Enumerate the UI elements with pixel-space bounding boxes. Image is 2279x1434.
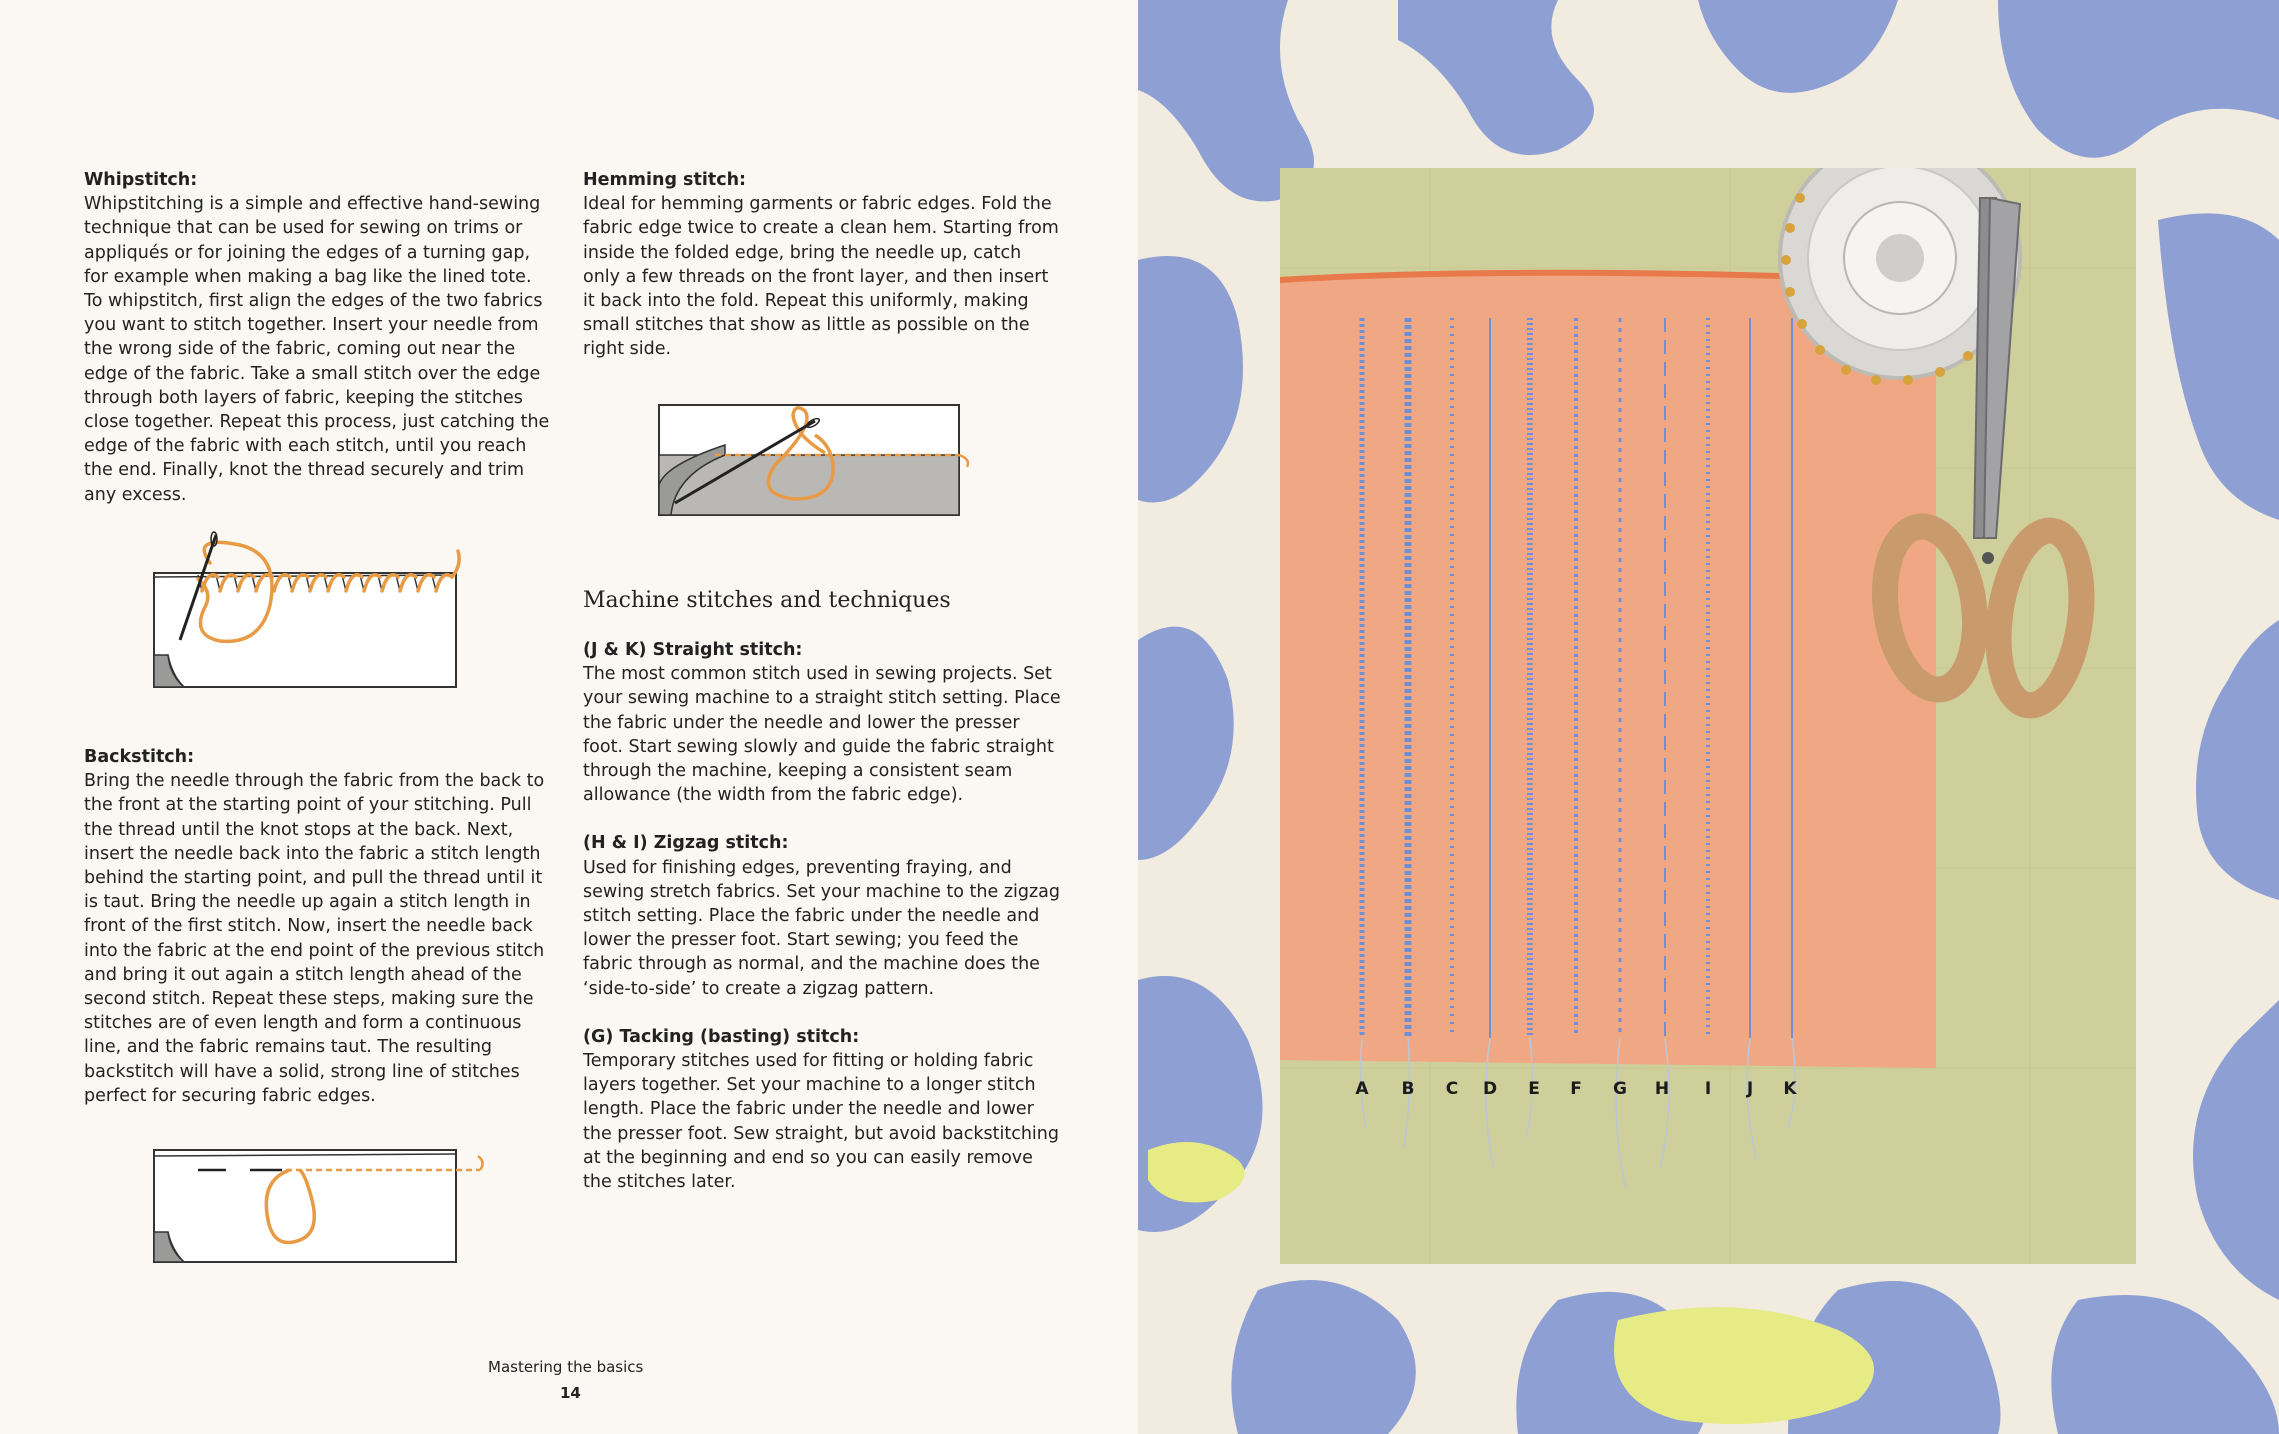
whipstitch-body: Whipstitching is a simple and effective hand-sewing technique that can be used for sewing on trims or appliqués or for joining the edges of a turning gap, for example when making a bag like the lined tote. To whipstitch, first align the edges of the two fabrics you want to stitch together. Insert your needle from the wrong side of the fabric, coming out near the edge of the fabric. Take a small stitch over the edge through both layers of fabric, keeping the stitches close together. Repeat this process, just catching the edge of the fabric with each stitch, until you reach the end. Finally, knot the thread securely and trim any excess. bbox=[84, 194, 550, 505]
backstitch-illustration bbox=[150, 1140, 490, 1270]
straight-stitch-title: (J & K) Straight stitch: bbox=[583, 640, 803, 660]
whipstitch-illustration bbox=[150, 525, 470, 695]
label-j: J bbox=[1746, 1079, 1754, 1099]
backstitch-body: Bring the needle through the fabric from the back to the front at the starting point of your stitching. Pull the thread until the knot stops at the back. Next, insert the needle back into the fabric a stitch length behind the starting point, and pull the thread until it is taut. Bring the needle up again a stitch length in front of the first stitch. Now, insert the needle back into the fabric at the end point of the previous stitch and bring it out again a stitch length ahead of the second stitch. Repeat these steps, making sure the stitches are of even length and form a continuous line, and the fabric remains taut. The resulting backstitch will have a solid, strong line of stitches perfect for securing fabric edges. bbox=[84, 771, 545, 1106]
machine-section bbox=[583, 586, 1063, 1194]
footer-section-label: Mastering the basics bbox=[488, 1358, 644, 1376]
page-number: 14 bbox=[560, 1384, 581, 1402]
label-b: B bbox=[1401, 1079, 1415, 1099]
stitch-sample-photo bbox=[1280, 168, 2136, 1264]
machine-heading: Machine stitches and techniques bbox=[583, 588, 951, 613]
left-page bbox=[0, 0, 1138, 1434]
hemming-title: Hemming stitch: bbox=[583, 170, 747, 190]
label-d: D bbox=[1482, 1079, 1498, 1099]
whipstitch-title: Whipstitch: bbox=[84, 170, 198, 190]
tacking-stitch-title: (G) Tacking (basting) stitch: bbox=[583, 1026, 860, 1047]
zigzag-stitch-body: Used for finishing edges, preventing fraying, and sewing stretch fabrics. Set your machine to the zigzag stitch setting. Place the fabric under the needle and lower the presser foot. Start sewing; you feed the fabric through as normal, and the machine does the ‘side-to-side’ to create a zigzag pattern. bbox=[583, 857, 1060, 999]
right-page bbox=[1138, 0, 2279, 1434]
label-e: E bbox=[1528, 1079, 1540, 1099]
label-a: A bbox=[1355, 1079, 1369, 1099]
hemming-body: Ideal for hemming garments or fabric edges. Fold the fabric edge twice to create a clean hem. Starting from inside the folded edge, bring the needle up, catch only a few threads on the front layer, and then insert it back into the fold. Repeat this uniformly, making small stitches that show as little as possible on the right side. bbox=[583, 194, 1059, 360]
label-c: C bbox=[1445, 1079, 1459, 1099]
straight-stitch-body: The most common stitch used in sewing projects. Set your sewing machine to a straight stitch setting. Place the fabric under the needle and lower the presser foot. Start sewing slowly and guide the fabric straight through the machine, keeping a consistent seam allowance (the width from the fabric edge). bbox=[583, 664, 1061, 806]
tacking-stitch-body: Temporary stitches used for fitting or holding fabric layers together. Set your machine to a longer stitch length. Place the fabric under the needle and lower the presser foot. Sew straight, but avoid backstitching at the beginning and end so you can easily remove the stitches later. bbox=[583, 1051, 1059, 1193]
column-left bbox=[84, 168, 554, 507]
label-k: K bbox=[1783, 1079, 1797, 1099]
hemming-illustration bbox=[655, 395, 985, 525]
label-h: H bbox=[1654, 1079, 1670, 1099]
backstitch-title: Backstitch: bbox=[84, 747, 195, 767]
label-f: F bbox=[1570, 1079, 1582, 1099]
zigzag-stitch-title: (H & I) Zigzag stitch: bbox=[583, 833, 789, 854]
label-i: I bbox=[1704, 1079, 1712, 1099]
label-g: G bbox=[1613, 1079, 1627, 1099]
column-right bbox=[583, 168, 1063, 362]
column-left-lower bbox=[84, 745, 554, 1108]
fabric-swatch bbox=[1280, 273, 1936, 1068]
